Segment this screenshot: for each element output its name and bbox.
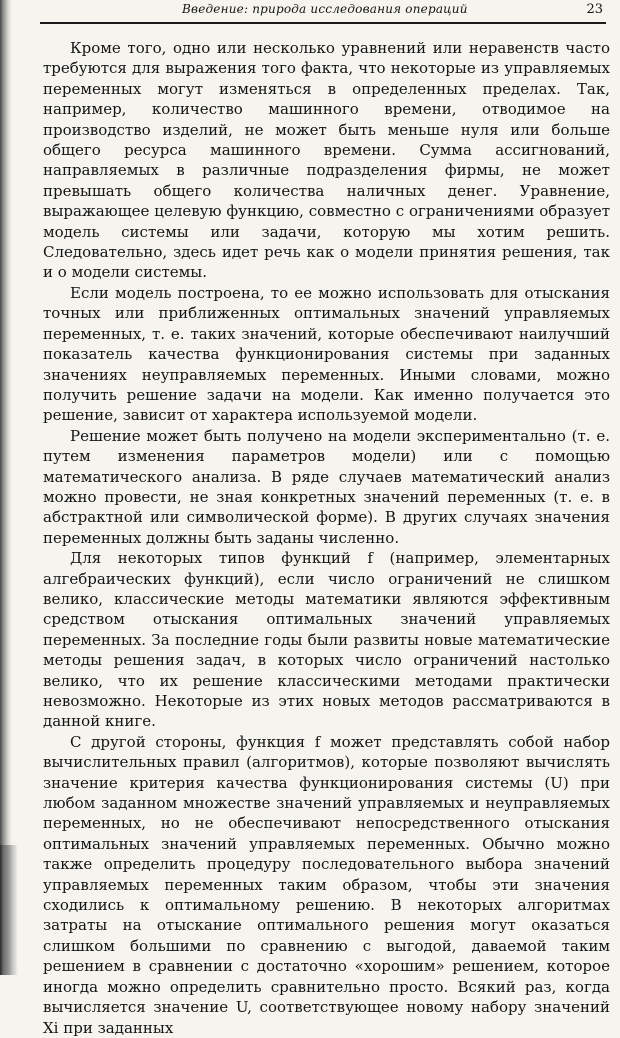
scan-shadow	[0, 845, 18, 975]
paragraph: Кроме того, одно или несколько уравнений или неравенств часто требуются для выражения того факта, что некоторые из управляемых переменных могут изменяться в определенных пределах. Так, например, количество машинного времени, отводимое на производство изделий, не может быть меньше нуля или больше общего ресурса машинного времени. Сумма ассигнований, направляемых в различные подразделения фирмы, не может превышать общего количества наличных денег. Уравнение, выражающее целевую функцию, совместно с ограничениями образует модель системы или задачи, которую мы хотим решить. Следовательно, здесь идет речь как о модели принятия решения, так и о модели системы.	[43, 39, 610, 282]
paragraph: Если модель построена, то ее можно использовать для отыскания точных или приближенных оптимальных значений управляемых переменных, т. е. таких значений, которые обеспечивают наилучший показатель качества функционирования системы при заданных значениях неуправляемых переменных. Иными словами, можно получить решение задачи на модели. Как именно получается это решение, зависит от характера используемой модели.	[43, 283, 610, 425]
paragraph: Решение может быть получено на модели экспериментально (т. е. путем изменения параметров модели) или с помощью математического анализа. В ряде случаев математический анализ можно провести, не зная конкретных значений переменных (т. е. в абстрактной или символической форме). В других случаях значения переменных должны быть заданы численно.	[43, 426, 610, 547]
paragraph: Для некоторых типов функций f (например, элементарных алгебраических функций), если число ограничений не слишком велико, классические методы математики являются эффективным средством отыскания оптимальных значений управляемых переменных. За последние годы были развиты новые математические методы решения задач, в которых число ограничений настолько велико, что их решение классическими методами практически невозможно. Некоторые из этих новых методов рассматриваются в данной книге.	[43, 549, 610, 731]
running-title: Введение: природа исследования операций	[182, 2, 468, 16]
page-number: 23	[586, 2, 603, 17]
scan-edge	[0, 0, 12, 975]
body-text	[43, 38, 610, 1038]
paragraph: С другой стороны, функция f может представлять собой набор вычислительных правил (алгоритмов), которые позволяют вычислять значение критерия качества функционирования системы (U) при любом заданном множестве значений управляемых и неуправляемых переменных, но не обеспечивают непосредственного отыскания оптимальных значений управляемых переменных. Обычно можно также определить процедуру последовательного выбора значений управляемых переменных таким образом, чтобы эти значения сходились к оптимальному решению. В некоторых алгоритмах затраты на отыскание оптимального решения могут оказаться слишком большими по сравнению с выгодой, даваемой таким решением в сравнении с достаточно «хорошим» решением, которое иногда можно определить сравнительно просто. Всякий раз, когда вычисляется значение U, соответствующее новому набору значений Xi при заданных	[43, 732, 610, 1037]
header-rule	[40, 22, 606, 24]
page-header	[40, 2, 606, 22]
